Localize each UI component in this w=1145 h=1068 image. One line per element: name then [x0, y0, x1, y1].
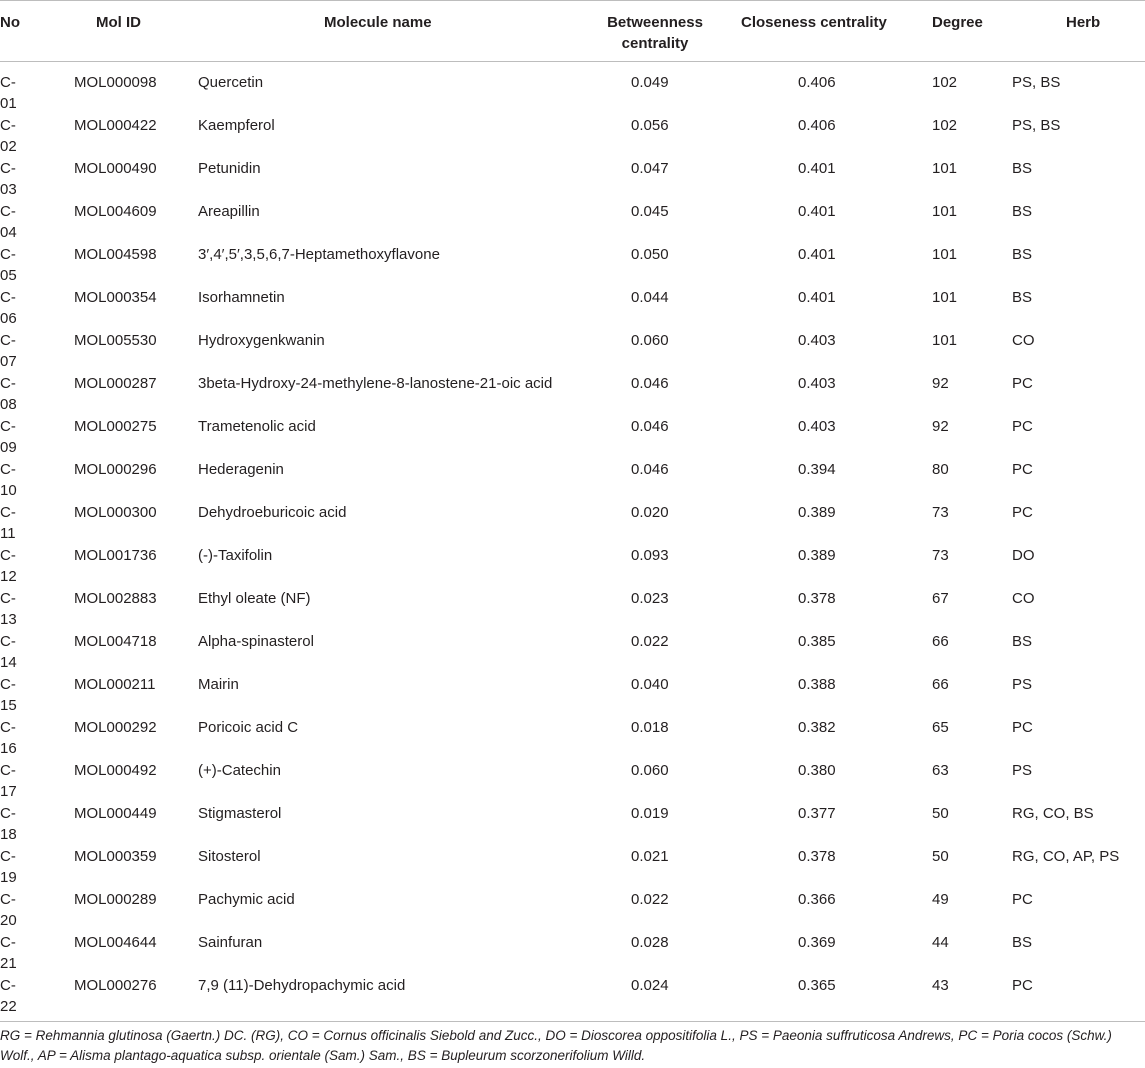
- cell-degree: 50: [932, 848, 949, 865]
- cell-molecule-name: Isorhamnetin: [198, 289, 285, 306]
- cell-closeness: 0.403: [798, 418, 836, 435]
- cell-no: C-09: [0, 418, 17, 456]
- cell-degree: 73: [932, 547, 949, 564]
- cell-no: C-10: [0, 461, 17, 499]
- cell-no: C-01: [0, 74, 17, 112]
- cell-degree: 43: [932, 977, 949, 994]
- cell-betweenness: 0.060: [631, 762, 669, 779]
- cell-herb: DO: [1012, 547, 1035, 564]
- table-row: [0, 278, 1145, 327]
- cell-mol-id: MOL000422: [74, 117, 157, 134]
- cell-mol-id: MOL000292: [74, 719, 157, 736]
- table-row: [0, 106, 1145, 155]
- cell-betweenness: 0.021: [631, 848, 669, 865]
- cell-herb: RG, CO, AP, PS: [1012, 848, 1120, 865]
- table-footnote: RG = Rehmannia glutinosa (Gaertn.) DC. (RG), CO = Cornus officinalis Siebold and Zucc., DO = Dioscorea oppositifolia L., PS = Paeonia suffruticosa Andrews, PC = Poria cocos (Schw.) Wolf., AP = Alisma plantago-aquatica subsp. orientale (Sam.) Sam., BS = Bupleurum scorzonerifolium Willd.: [0, 1028, 1112, 1063]
- cell-mol-id: MOL000211: [74, 676, 156, 693]
- cell-mol-id: MOL004718: [74, 633, 157, 650]
- cell-closeness: 0.403: [798, 332, 836, 349]
- cell-herb: CO: [1012, 590, 1035, 607]
- cell-mol-id: MOL000449: [74, 805, 157, 822]
- cell-mol-id: MOL001736: [74, 547, 157, 564]
- cell-closeness: 0.389: [798, 547, 836, 564]
- cell-closeness: 0.389: [798, 504, 836, 521]
- cell-degree: 66: [932, 676, 949, 693]
- cell-betweenness: 0.022: [631, 633, 669, 650]
- cell-no: C-19: [0, 848, 17, 886]
- cell-no: C-08: [0, 375, 17, 413]
- cell-molecule-name: Sainfuran: [198, 934, 263, 951]
- cell-no: C-22: [0, 977, 17, 1015]
- cell-molecule-name: Hydroxygenkwanin: [198, 332, 325, 349]
- cell-closeness: 0.366: [798, 891, 836, 908]
- cell-degree: 50: [932, 805, 949, 822]
- cell-closeness: 0.378: [798, 590, 836, 607]
- header-mol-id: Mol ID: [96, 14, 141, 31]
- cell-degree: 101: [932, 246, 958, 263]
- cell-mol-id: MOL000490: [74, 160, 157, 177]
- table-row: [0, 751, 1145, 800]
- table-row: [0, 450, 1145, 499]
- cell-no: C-05: [0, 246, 17, 284]
- cell-closeness: 0.394: [798, 461, 836, 478]
- cell-degree: 44: [932, 934, 949, 951]
- cell-closeness: 0.406: [798, 74, 836, 91]
- cell-betweenness: 0.046: [631, 418, 669, 435]
- cell-no: C-18: [0, 805, 17, 843]
- header-betweenness-centrality: Betweenness centrality: [607, 14, 703, 52]
- cell-betweenness: 0.022: [631, 891, 669, 908]
- table-row: [0, 536, 1145, 585]
- cell-closeness: 0.369: [798, 934, 836, 951]
- header-no: No: [0, 14, 20, 31]
- table-row: [0, 149, 1145, 198]
- cell-degree: 67: [932, 590, 949, 607]
- cell-degree: 80: [932, 461, 949, 478]
- cell-closeness: 0.401: [798, 160, 836, 177]
- cell-herb: PC: [1012, 891, 1033, 908]
- cell-closeness: 0.365: [798, 977, 836, 994]
- cell-molecule-name: Areapillin: [198, 203, 260, 220]
- cell-no: C-17: [0, 762, 17, 800]
- table-row: [0, 923, 1145, 972]
- cell-mol-id: MOL000276: [74, 977, 157, 994]
- cell-mol-id: MOL000287: [74, 375, 157, 392]
- cell-mol-id: MOL000289: [74, 891, 157, 908]
- cell-degree: 101: [932, 332, 958, 349]
- cell-betweenness: 0.018: [631, 719, 669, 736]
- table-row: [0, 192, 1145, 241]
- cell-no: C-03: [0, 160, 17, 198]
- cell-degree: 102: [932, 117, 958, 134]
- cell-degree: 66: [932, 633, 949, 650]
- cell-molecule-name: Dehydroeburicoic acid: [198, 504, 347, 521]
- cell-herb: BS: [1012, 246, 1033, 263]
- cell-closeness: 0.406: [798, 117, 836, 134]
- table-row: [0, 407, 1145, 456]
- cell-closeness: 0.388: [798, 676, 836, 693]
- cell-molecule-name: Kaempferol: [198, 117, 275, 134]
- cell-betweenness: 0.040: [631, 676, 669, 693]
- cell-degree: 73: [932, 504, 949, 521]
- cell-mol-id: MOL000359: [74, 848, 157, 865]
- cell-herb: PC: [1012, 375, 1033, 392]
- cell-closeness: 0.401: [798, 289, 836, 306]
- table-row: [0, 364, 1145, 413]
- cell-betweenness: 0.020: [631, 504, 669, 521]
- cell-herb: PS: [1012, 676, 1033, 693]
- cell-molecule-name: Hederagenin: [198, 461, 284, 478]
- cell-mol-id: MOL002883: [74, 590, 157, 607]
- cell-betweenness: 0.045: [631, 203, 669, 220]
- table-row: [0, 880, 1145, 929]
- cell-betweenness: 0.028: [631, 934, 669, 951]
- cell-mol-id: MOL000492: [74, 762, 157, 779]
- cell-betweenness: 0.046: [631, 375, 669, 392]
- cell-closeness: 0.401: [798, 246, 836, 263]
- cell-molecule-name: Quercetin: [198, 74, 264, 91]
- cell-betweenness: 0.060: [631, 332, 669, 349]
- cell-betweenness: 0.049: [631, 74, 669, 91]
- cell-closeness: 0.401: [798, 203, 836, 220]
- cell-degree: 65: [932, 719, 949, 736]
- cell-degree: 63: [932, 762, 949, 779]
- cell-herb: BS: [1012, 633, 1033, 650]
- cell-degree: 92: [932, 375, 949, 392]
- cell-no: C-04: [0, 203, 17, 241]
- cell-herb: PC: [1012, 461, 1033, 478]
- table-row: [0, 321, 1145, 370]
- cell-betweenness: 0.047: [631, 160, 669, 177]
- cell-no: C-13: [0, 590, 17, 628]
- cell-degree: 92: [932, 418, 949, 435]
- table-row: [0, 794, 1145, 843]
- cell-herb: BS: [1012, 160, 1033, 177]
- cell-closeness: 0.377: [798, 805, 836, 822]
- cell-betweenness: 0.046: [631, 461, 669, 478]
- cell-molecule-name: Trametenolic acid: [198, 418, 316, 435]
- cell-molecule-name: Petunidin: [198, 160, 261, 177]
- header-herb: Herb: [1066, 14, 1101, 31]
- cell-betweenness: 0.050: [631, 246, 669, 263]
- cell-molecule-name: Stigmasterol: [198, 805, 282, 822]
- cell-mol-id: MOL004644: [74, 934, 157, 951]
- cell-no: C-20: [0, 891, 17, 929]
- cell-no: C-15: [0, 676, 17, 714]
- cell-closeness: 0.382: [798, 719, 836, 736]
- table-row: [0, 665, 1145, 714]
- table-row: [0, 837, 1145, 886]
- cell-degree: 101: [932, 203, 958, 220]
- cell-degree: 101: [932, 160, 958, 177]
- cell-molecule-name: 7,9 (11)-Dehydropachymic acid: [198, 977, 406, 994]
- cell-no: C-12: [0, 547, 17, 585]
- cell-herb: PC: [1012, 504, 1033, 521]
- cell-degree: 49: [932, 891, 949, 908]
- cell-herb: CO: [1012, 332, 1035, 349]
- table-row: [0, 235, 1145, 284]
- cell-degree: 101: [932, 289, 958, 306]
- table-row: [0, 579, 1145, 628]
- cell-no: C-11: [0, 504, 16, 542]
- table-header: [0, 0, 1145, 61]
- cell-herb: BS: [1012, 934, 1033, 951]
- cell-no: C-14: [0, 633, 17, 671]
- cell-closeness: 0.378: [798, 848, 836, 865]
- cell-herb: BS: [1012, 203, 1033, 220]
- cell-herb: PC: [1012, 719, 1033, 736]
- table-bottom-rule: [0, 1021, 1145, 1022]
- cell-molecule-name: Alpha-spinasterol: [198, 633, 314, 650]
- cell-molecule-name: Pachymic acid: [198, 891, 295, 908]
- cell-betweenness: 0.044: [631, 289, 669, 306]
- cell-mol-id: MOL000296: [74, 461, 157, 478]
- cell-molecule-name: Poricoic acid C: [198, 719, 299, 736]
- cell-degree: 102: [932, 74, 958, 91]
- cell-herb: PS, BS: [1012, 74, 1061, 91]
- cell-herb: PC: [1012, 418, 1033, 435]
- cell-molecule-name: 3beta-Hydroxy-24-methylene-8-lanostene-21-oic acid: [198, 375, 553, 392]
- cell-mol-id: MOL000354: [74, 289, 157, 306]
- cell-molecule-name: (+)-Catechin: [198, 762, 281, 779]
- cell-mol-id: MOL004598: [74, 246, 157, 263]
- cell-no: C-07: [0, 332, 17, 370]
- table-row: [0, 493, 1145, 542]
- cell-no: C-06: [0, 289, 17, 327]
- cell-no: C-02: [0, 117, 17, 155]
- cell-mol-id: MOL000275: [74, 418, 157, 435]
- cell-mol-id: MOL000098: [74, 74, 157, 91]
- cell-molecule-name: Mairin: [198, 676, 239, 693]
- cell-closeness: 0.380: [798, 762, 836, 779]
- cell-mol-id: MOL000300: [74, 504, 157, 521]
- table-row: [0, 966, 1145, 1015]
- cell-betweenness: 0.023: [631, 590, 669, 607]
- header-degree: Degree: [932, 14, 983, 31]
- cell-herb: PS: [1012, 762, 1033, 779]
- cell-betweenness: 0.024: [631, 977, 669, 994]
- cell-mol-id: MOL005530: [74, 332, 157, 349]
- cell-betweenness: 0.093: [631, 547, 669, 564]
- cell-molecule-name: 3′,4′,5′,3,5,6,7-Heptamethoxyflavone: [198, 246, 440, 263]
- cell-molecule-name: (-)-Taxifolin: [198, 547, 273, 564]
- cell-no: C-16: [0, 719, 17, 757]
- cell-herb: RG, CO, BS: [1012, 805, 1094, 822]
- table-row: [0, 63, 1145, 112]
- cell-closeness: 0.403: [798, 375, 836, 392]
- cell-betweenness: 0.019: [631, 805, 669, 822]
- header-closeness-centrality: Closeness centrality: [741, 14, 887, 31]
- cell-herb: BS: [1012, 289, 1033, 306]
- cell-mol-id: MOL004609: [74, 203, 157, 220]
- cell-betweenness: 0.056: [631, 117, 669, 134]
- header-molecule-name: Molecule name: [324, 14, 432, 31]
- table-row: [0, 708, 1145, 757]
- cell-herb: PC: [1012, 977, 1033, 994]
- cell-no: C-21: [0, 934, 17, 972]
- cell-molecule-name: Ethyl oleate (NF): [198, 590, 311, 607]
- cell-herb: PS, BS: [1012, 117, 1061, 134]
- header-rule: [0, 61, 1145, 62]
- table-row: [0, 622, 1145, 671]
- cell-closeness: 0.385: [798, 633, 836, 650]
- cell-molecule-name: Sitosterol: [198, 848, 261, 865]
